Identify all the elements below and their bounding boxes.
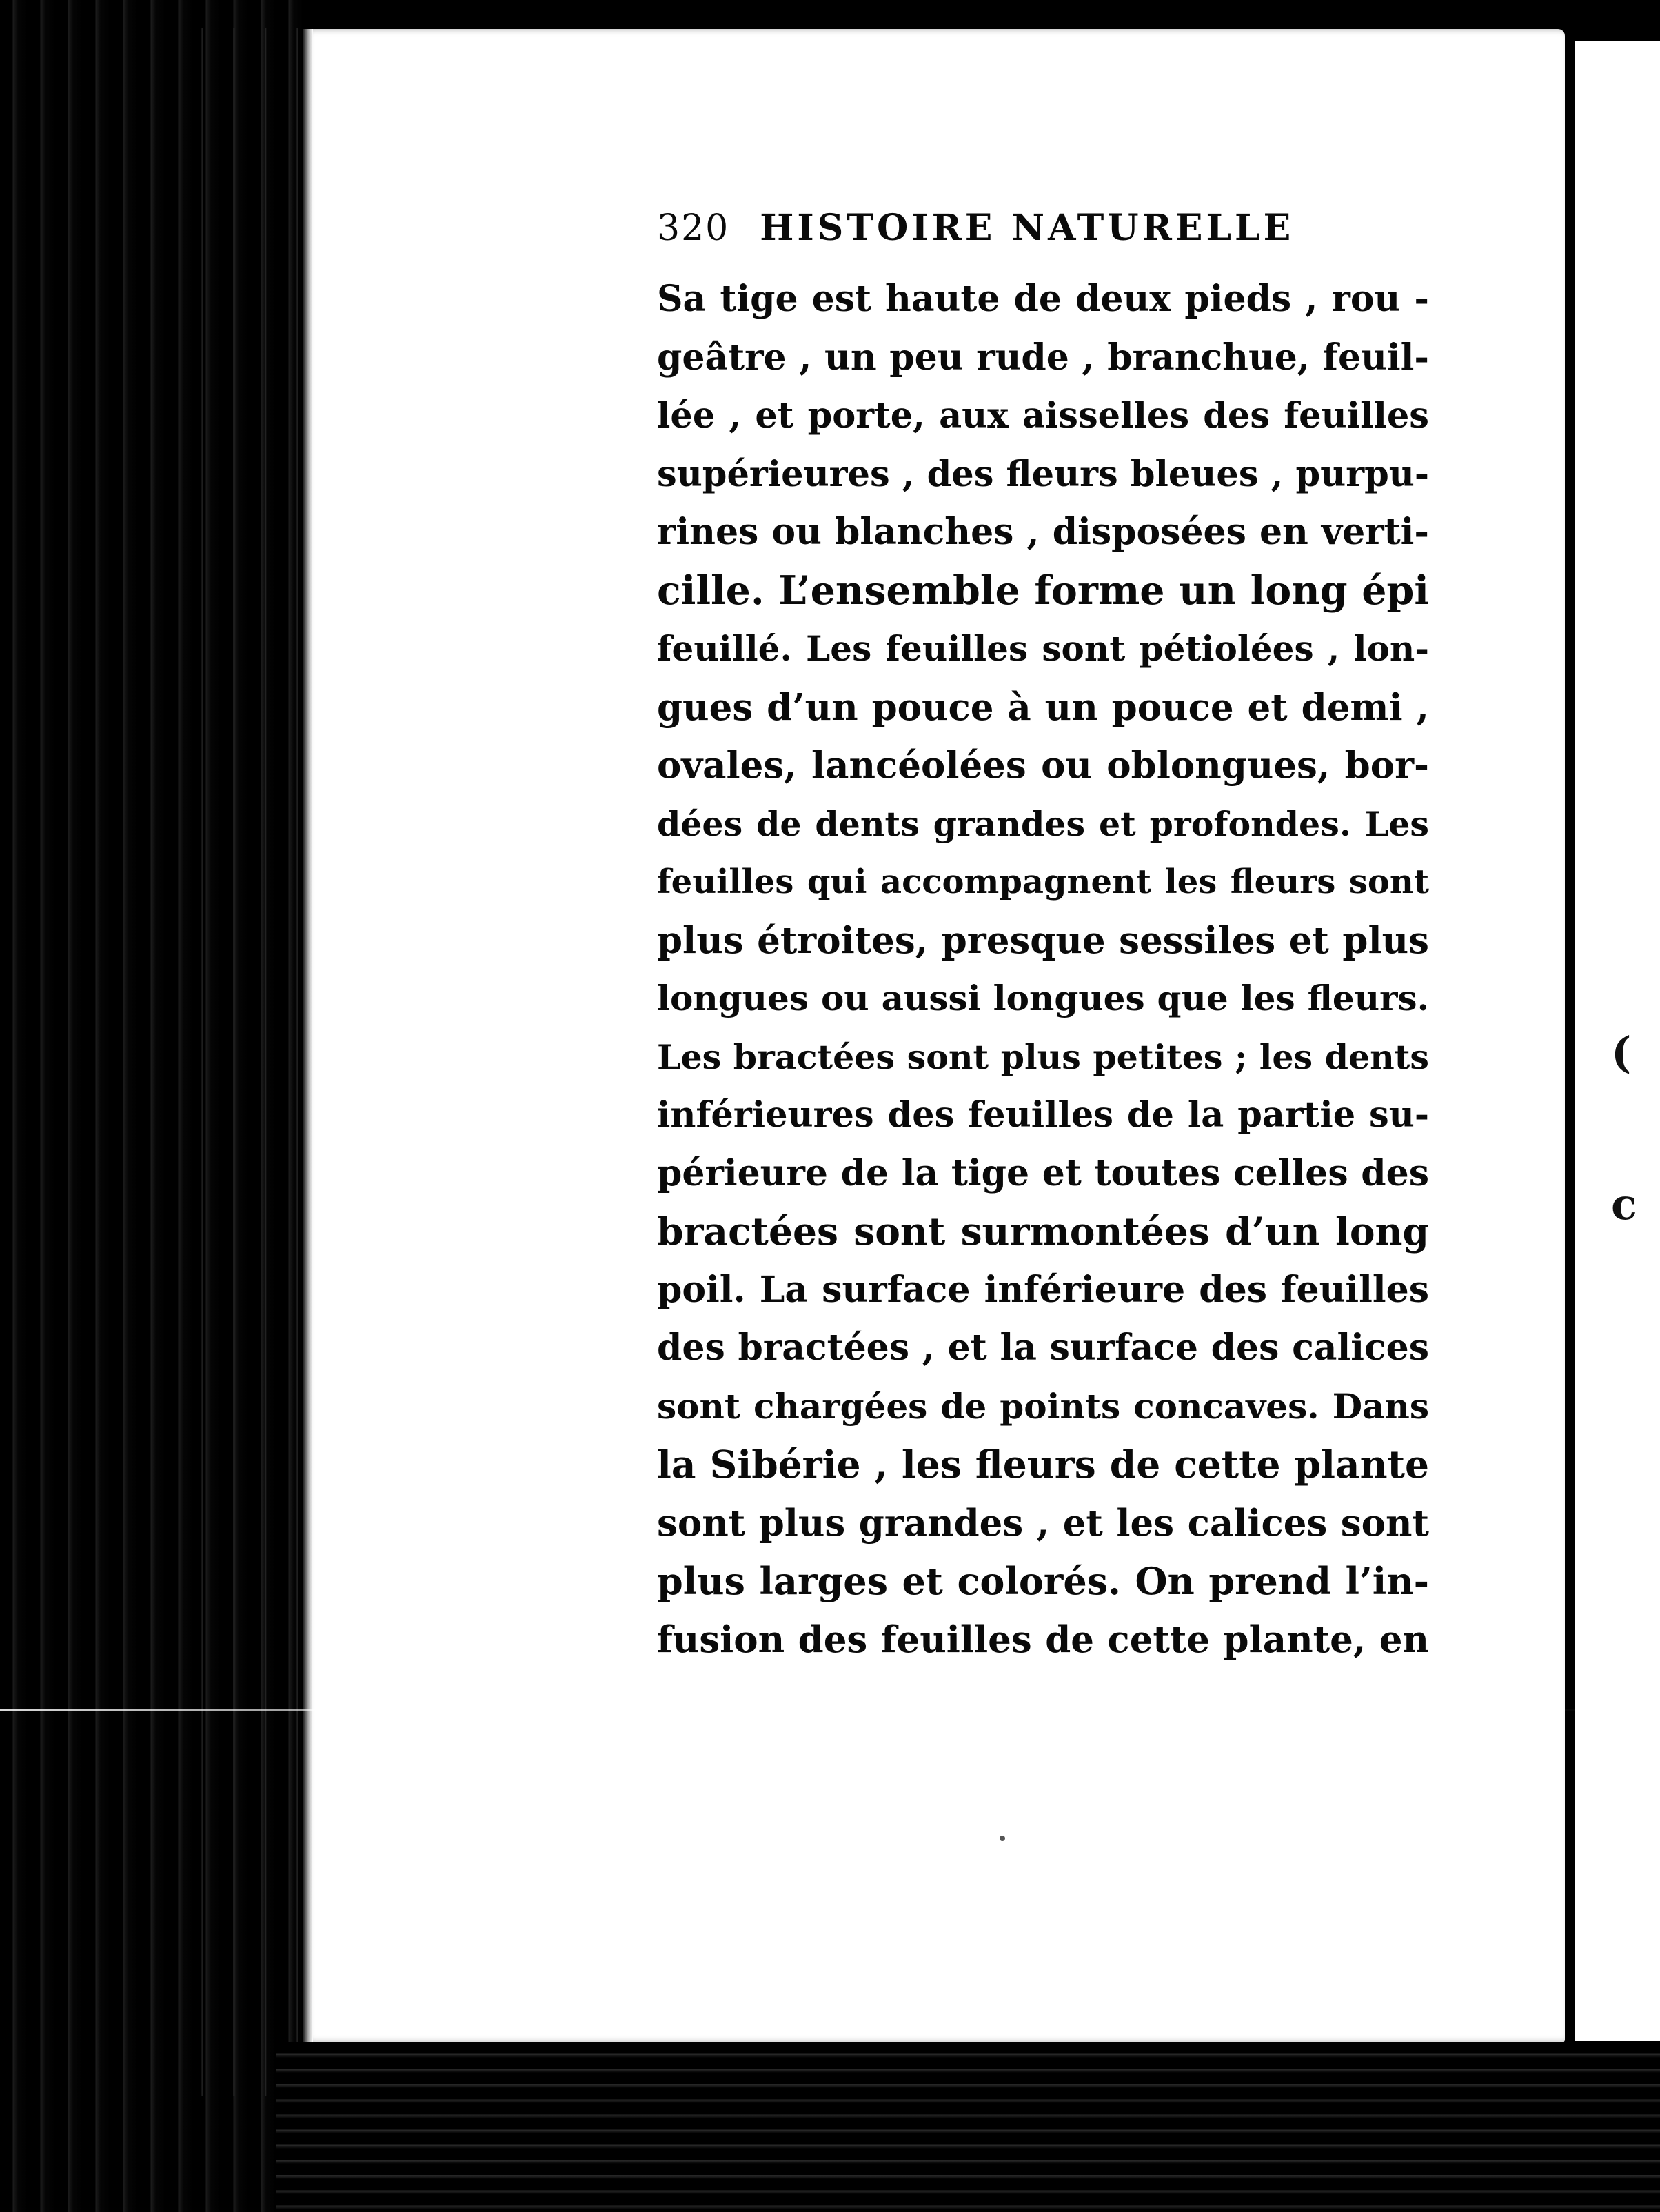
adjacent-page bbox=[1575, 41, 1660, 2041]
text-line: feuillé. Les feuilles sont pétiolées , lon- bbox=[657, 628, 1429, 669]
page-number: 320 bbox=[657, 208, 730, 249]
text-line: bractées sont surmontées d’un long bbox=[657, 1209, 1429, 1254]
text-line: Sa tige est haute de deux pieds , rou - bbox=[657, 278, 1429, 320]
text-line: Les bractées sont plus petites ; les dents bbox=[657, 1036, 1429, 1077]
text-line: cille. L’ensemble forme un long épi bbox=[657, 567, 1429, 614]
body-text bbox=[657, 270, 1429, 1669]
text-line: sont plus grandes , et les calices sont bbox=[657, 1501, 1429, 1545]
adjacent-page-glyph: ( bbox=[1611, 1027, 1632, 1078]
text-line: longues ou aussi longues que les fleurs. bbox=[657, 978, 1429, 1018]
page-stack-edges bbox=[186, 28, 310, 2096]
text-line: feuilles qui accompagnent les fleurs sont bbox=[657, 863, 1429, 901]
text-line: des bractées , et la surface des calices bbox=[657, 1327, 1429, 1369]
text-line: ovales, lancéolées ou oblongues, bor- bbox=[657, 744, 1429, 787]
running-header bbox=[657, 207, 1429, 262]
text-line: la Sibérie , les fleurs de cette plante bbox=[657, 1442, 1429, 1487]
text-line: inférieures des feuilles de la partie su- bbox=[657, 1094, 1429, 1136]
text-line: poil. La surface inférieure des feuilles bbox=[657, 1268, 1429, 1311]
text-line: geâtre , un peu rude , branchue, feuil- bbox=[657, 336, 1429, 379]
text-line: fusion des feuilles de cette plante, en bbox=[657, 1618, 1429, 1661]
page-stack-bottom bbox=[276, 2042, 1660, 2212]
ink-speck bbox=[1000, 1836, 1005, 1841]
text-line: plus étroites, presque sessiles et plus bbox=[657, 918, 1429, 962]
text-line: plus larges et colorés. On prend l’in- bbox=[657, 1559, 1429, 1603]
scan-artifact-line bbox=[0, 1709, 1660, 1711]
text-line: lée , et porte, aux aisselles des feuilles bbox=[657, 395, 1429, 436]
page-text bbox=[657, 207, 1429, 1669]
text-line: supérieures , des fleurs bleues , purpu- bbox=[657, 453, 1429, 495]
text-line: dées de dents grandes et profondes. Les bbox=[657, 803, 1429, 844]
page-gutter bbox=[303, 29, 313, 2042]
adjacent-page-glyph: c bbox=[1611, 1179, 1637, 1229]
text-line: périeure de la tige et toutes celles des bbox=[657, 1152, 1429, 1194]
text-line: sont chargées de points concaves. Dans bbox=[657, 1385, 1429, 1427]
running-title: HISTOIRE NATURELLE bbox=[760, 207, 1295, 249]
text-line: gues d’un pouce à un pouce et demi , bbox=[657, 685, 1429, 729]
text-line: rines ou blanches , disposées en verti- bbox=[657, 511, 1429, 553]
